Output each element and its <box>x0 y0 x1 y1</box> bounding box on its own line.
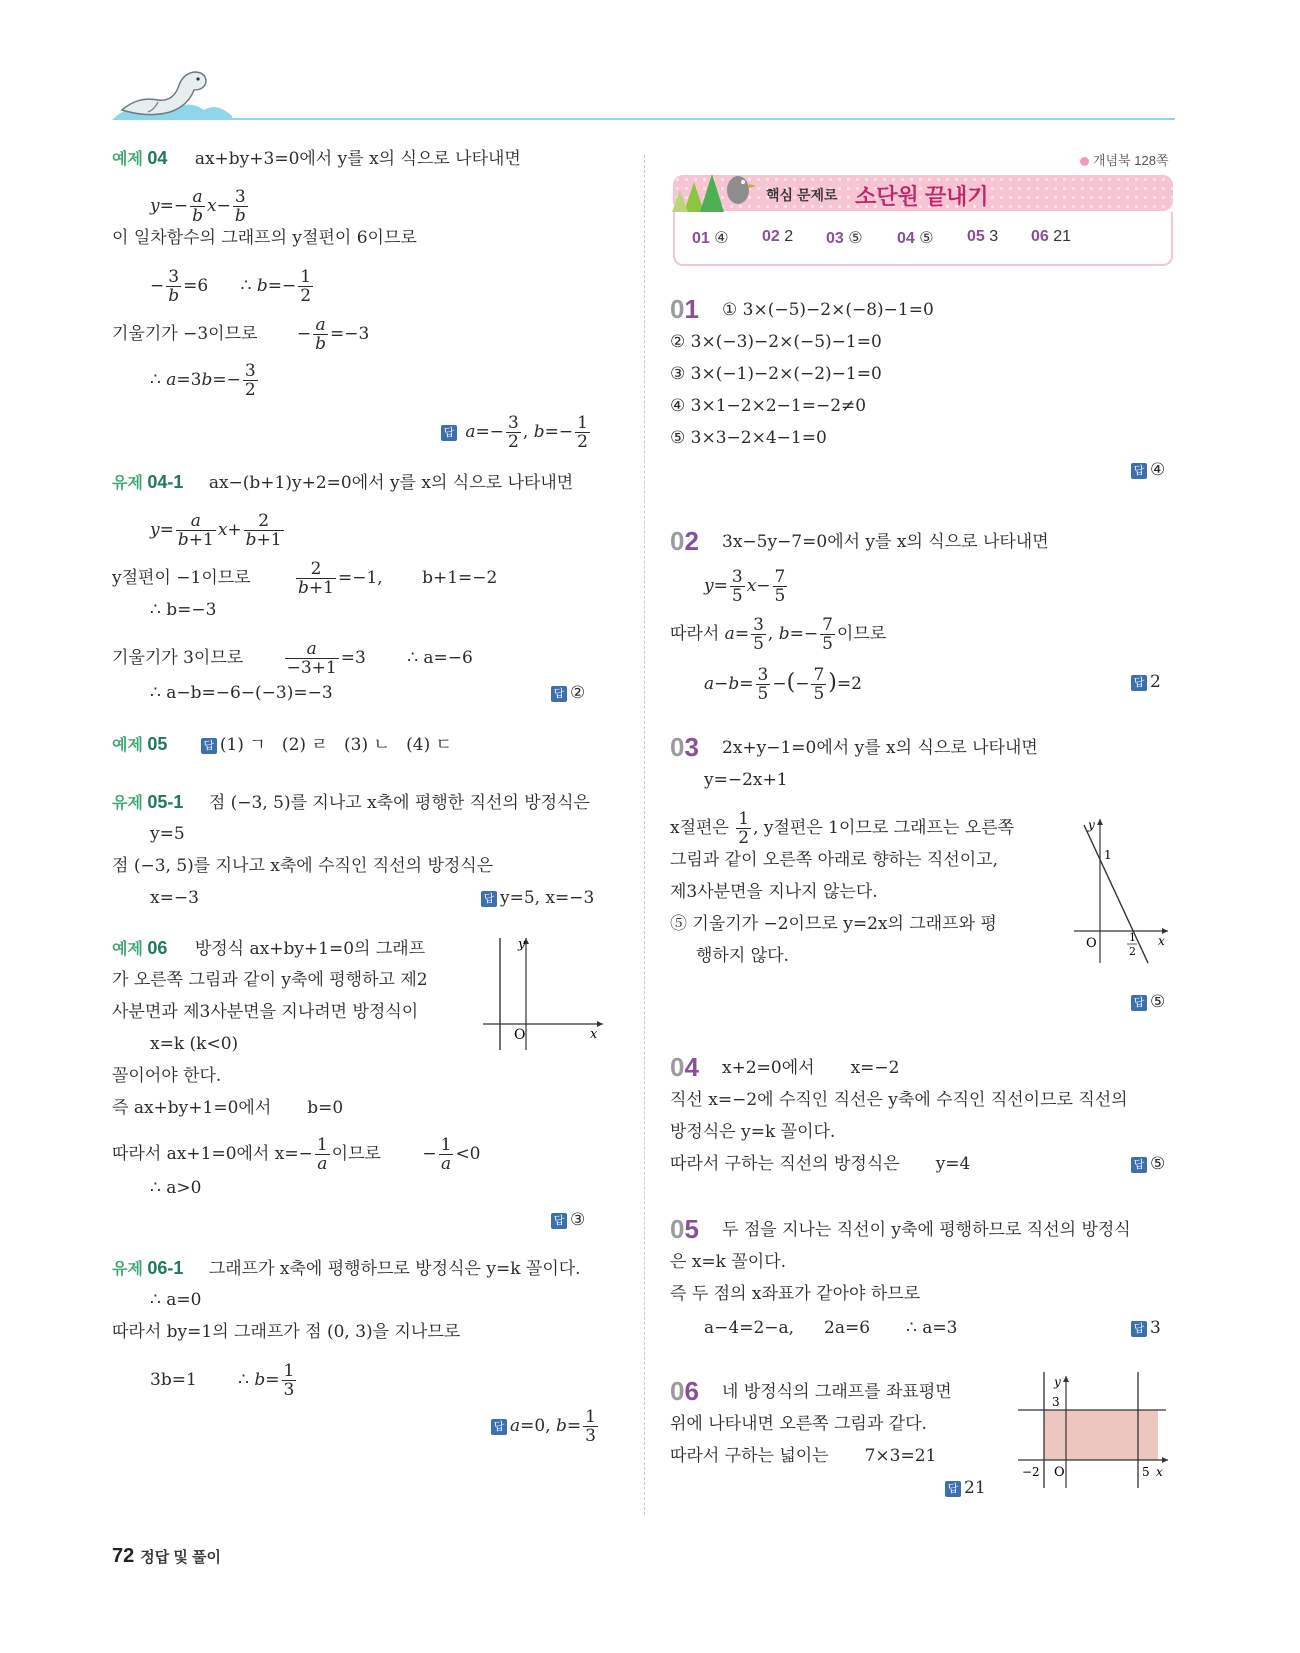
problem-03-line6: ⑤ 기울기가 −2이므로 y=2x의 그래프와 평 <box>670 914 997 934</box>
problem-03-graph <box>1070 815 1170 965</box>
problem-06-line1: 네 방정식의 그래프를 좌표평면 <box>722 1382 952 1402</box>
ex05-heading <box>112 732 452 758</box>
problem-04-line2: 직선 x=−2에 수직인 직선은 y축에 수직인 직선이므로 직선의 <box>670 1090 1128 1110</box>
problem-05-line3: 즉 두 점의 x좌표가 같아야 하므로 <box>670 1284 921 1304</box>
ex04-eq3: ∴ a=3b=− $\frac{3}{2}$ <box>150 361 256 400</box>
answer-badge-icon: 답 <box>1131 675 1147 691</box>
u051-line4: x=−3 <box>150 888 199 908</box>
ex05-answer: (1) ㄱ (2) ㄹ (3) ㄴ (4) ㄷ <box>219 735 453 755</box>
problem-04-line3: 방정식은 y=k 꼴이다. <box>670 1122 836 1142</box>
problem-01-answer: 답 ④ <box>1131 458 1165 482</box>
answer-badge-icon: 답 <box>1131 463 1147 479</box>
ex04-answer: 답 a=− $\frac{3}{2}$ , b=− $\frac{1}{2}$ <box>441 414 592 451</box>
ex06-label: 예제 06 <box>112 938 168 958</box>
u041-eq1: y= $\frac{a}{b+1}$ x+ $\frac{2}{b+1}$ <box>150 511 282 550</box>
answer-badge-icon: 답 <box>491 1419 507 1435</box>
problem-03-number: 03 <box>670 732 699 762</box>
answer-badge-icon: 답 <box>441 425 457 441</box>
problem-05-answer: 답 3 <box>1131 1316 1161 1340</box>
problem-04-answer: 답 ⑤ <box>1131 1152 1165 1176</box>
problem-01-line1: ① 3×(−5)−2×(−8)−1=0 <box>722 300 934 320</box>
problem-01-line5: ⑤ 3×3−2×4−1=0 <box>670 428 827 448</box>
ex04-line1: ax+by+3=0에서 y를 x의 식으로 나타내면 <box>194 149 521 169</box>
u051-line2: y=5 <box>150 824 185 844</box>
u061-line3: 따라서 by=1의 그래프가 점 (0, 3)을 지나므로 <box>112 1322 461 1342</box>
svg-text:x: x <box>1156 1465 1163 1479</box>
page-number: 72 <box>112 1545 135 1567</box>
problem-06-graph <box>1018 1372 1170 1490</box>
svg-text:1: 1 <box>1129 931 1136 944</box>
ex06-line2: 가 오른쪽 그림과 같이 y축에 평행하고 제2 <box>112 970 428 990</box>
u051-answer: 답 y=5, x=−3 <box>481 886 594 910</box>
ex04-label: 예제 04 <box>112 148 168 168</box>
page-title: 정답 및 풀이 <box>140 1549 222 1566</box>
ex06-graph <box>478 930 608 1055</box>
summary-answer-04: 04 ⑤ <box>897 230 934 247</box>
problem-03-line1: 2x+y−1=0에서 y를 x의 식으로 나타내면 <box>722 738 1038 758</box>
answer-badge-icon: 답 <box>945 1481 961 1497</box>
svg-text:5: 5 <box>1142 1465 1150 1479</box>
problem-01-line3: ③ 3×(−1)−2×(−2)−1=0 <box>670 364 882 384</box>
answer-badge-icon: 답 <box>201 738 217 754</box>
problem-02-line2: 따라서 a= $\frac{3}{5}$ , b=− $\frac{7}{5}$ 이므로 <box>670 615 887 654</box>
svg-text:x: x <box>1158 934 1165 948</box>
u041-line3: ∴ b=−3 <box>150 600 217 620</box>
ex06-line8: ∴ a>0 <box>150 1178 202 1198</box>
problem-04-number: 04 <box>670 1052 699 1082</box>
u041-label: 유제 04-1 <box>112 472 184 492</box>
ex06-line5: 꼴이어야 한다. <box>112 1066 222 1086</box>
problem-06-line2: 위에 나타내면 오른쪽 그림과 같다. <box>670 1414 927 1434</box>
u051-line1: 점 (−3, 5)를 지나고 x축에 평행한 직선의 방정식은 <box>208 793 590 813</box>
u041-heading <box>112 470 573 496</box>
problem-02-answer: 답 2 <box>1131 670 1161 694</box>
problem-02-eq2: a−b= $\frac{3}{5}$ −(− $\frac{7}{5}$ )=2 <box>704 665 862 704</box>
problem-05-number: 05 <box>670 1214 699 1244</box>
summary-answer-02: 02 2 <box>762 228 794 245</box>
svg-text:y: y <box>518 937 526 952</box>
svg-text:2: 2 <box>1129 945 1136 958</box>
ex06-line7: 따라서 ax+1=0에서 x=− $\frac{1}{a}$ 이므로 − $\frac{1}{a}$ <0 <box>112 1135 481 1174</box>
svg-text:1: 1 <box>1104 848 1112 862</box>
u051-heading <box>112 790 590 816</box>
summary-subtitle: 핵심 문제로 <box>766 187 838 203</box>
answer-badge-icon: 답 <box>481 891 497 907</box>
ex06-line3: 사분면과 제3사분면을 지나려면 방정식이 <box>112 1002 419 1022</box>
u041-line1: ax−(b+1)y+2=0에서 y를 x의 식으로 나타내면 <box>208 473 574 493</box>
ex04-line2: 이 일차함수의 그래프의 y절편이 6이므로 <box>112 228 417 248</box>
u051-label: 유제 05-1 <box>112 792 184 812</box>
summary-answer-06: 06 21 <box>1031 228 1072 245</box>
problem-03-line3: x절편은 $\frac{1}{2}$ , y절편은 1이므로 그래프는 오른쪽 <box>670 809 1015 848</box>
u061-line4: 3b=1 ∴ b= $\frac{1}{3}$ <box>150 1361 295 1400</box>
u051-line3: 점 (−3, 5)를 지나고 x축에 수직인 직선의 방정식은 <box>112 856 494 876</box>
concept-book-reference: 개념북 128쪽 <box>1080 150 1169 169</box>
ex04-heading <box>112 146 521 172</box>
header-rule <box>175 118 1175 120</box>
u061-heading <box>112 1256 581 1282</box>
u061-line1: 그래프가 x축에 평행하므로 방정식은 y=k 꼴이다. <box>208 1259 581 1279</box>
u061-label: 유제 06-1 <box>112 1258 184 1278</box>
problem-05-line2: 은 x=k 꼴이다. <box>670 1252 787 1272</box>
problem-01-line4: ④ 3×1−2×2−1=−2≠0 <box>670 396 867 416</box>
problem-03-line7: 행하지 않다. <box>696 946 789 966</box>
ex04-eq2: − $\frac{3}{b}$ =6 ∴ b=− $\frac{1}{2}$ <box>150 267 312 306</box>
u041-answer: 답 ② <box>551 681 585 705</box>
ex06-line4: x=k (k<0) <box>150 1034 239 1054</box>
answer-badge-icon: 답 <box>1131 1321 1147 1337</box>
svg-text:O: O <box>1086 936 1097 951</box>
u041-line5: ∴ a−b=−6−(−3)=−3 <box>150 683 333 703</box>
u041-line2: y절편이 −1이므로 $\frac{2}{b+1}$ =−1, b+1=−2 <box>112 559 498 598</box>
problem-02-line1: 3x−5y−7=0에서 y를 x의 식으로 나타내면 <box>722 532 1049 552</box>
svg-text:O: O <box>1054 1465 1065 1480</box>
ex06-line6: 즉 ax+by+1=0에서 b=0 <box>112 1098 344 1118</box>
problem-04-line4: 따라서 구하는 직선의 방정식은 y=4 <box>670 1154 971 1174</box>
problem-02-eq1: y= $\frac{3}{5}$ x− $\frac{7}{5}$ <box>704 567 786 606</box>
problem-06-number: 06 <box>670 1376 699 1406</box>
problem-05-line4: a−4=2−a, 2a=6 ∴ a=3 <box>704 1318 958 1338</box>
reference-dot-icon <box>1080 157 1089 166</box>
u061-answer: 답 a=0, b= $\frac{1}{3}$ <box>491 1408 600 1445</box>
answer-badge-icon: 답 <box>1131 1157 1147 1173</box>
summary-answer-05: 05 3 <box>967 228 999 245</box>
svg-text:O: O <box>514 1027 526 1043</box>
answer-badge-icon: 답 <box>551 1213 567 1229</box>
problem-03-line2: y=−2x+1 <box>704 770 788 790</box>
problem-03-answer: 답 ⑤ <box>1131 990 1165 1014</box>
ex06-line1: 방정식 ax+by+1=0의 그래프 <box>194 939 426 959</box>
svg-text:y: y <box>1088 818 1095 832</box>
ex04-eq1: y=− $\frac{a}{b}$ x− $\frac{3}{b}$ <box>150 187 246 226</box>
svg-text:y: y <box>1054 1375 1061 1389</box>
answer-badge-icon: 답 <box>1131 995 1147 1011</box>
problem-06-line3: 따라서 구하는 넓이는 7×3=21 <box>670 1446 937 1466</box>
problem-02-number: 02 <box>670 526 699 556</box>
answer-badge-icon: 답 <box>551 686 567 702</box>
problem-01-number: 01 <box>670 294 699 324</box>
problem-03-line5: 제3사분면을 지나지 않는다. <box>670 882 878 902</box>
ex06-answer: 답 ③ <box>551 1208 585 1232</box>
ex05-label: 예제 05 <box>112 734 168 754</box>
column-divider <box>644 155 645 1515</box>
problem-05-line1: 두 점을 지나는 직선이 y축에 평행하므로 직선의 방정식 <box>722 1220 1131 1240</box>
tree-bird-icon <box>670 160 760 216</box>
problem-04-line1: x+2=0에서 x=−2 <box>722 1058 900 1078</box>
u061-line2: ∴ a=0 <box>150 1290 202 1310</box>
svg-text:x: x <box>590 1027 598 1042</box>
page-footer <box>112 1545 221 1568</box>
u041-line4: 기울기가 3이므로 $\frac{a}{-3+1}$ =3 ∴ a=−6 <box>112 639 473 678</box>
ex04-line3: 기울기가 −3이므로 − $\frac{a}{b}$ =−3 <box>112 315 370 354</box>
summary-title: 소단원 끝내기 <box>855 184 989 209</box>
svg-text:−2: −2 <box>1022 1465 1040 1479</box>
problem-03-line4: 그림과 같이 오른쪽 아래로 향하는 직선이고, <box>670 850 999 870</box>
problem-06-answer: 답 21 <box>945 1476 986 1500</box>
seal-icon <box>118 66 210 118</box>
problem-01-line2: ② 3×(−3)−2×(−5)−1=0 <box>670 332 882 352</box>
svg-text:3: 3 <box>1052 1395 1060 1409</box>
summary-answer-01: 01 ④ <box>692 230 729 247</box>
summary-answer-03: 03 ⑤ <box>826 230 863 247</box>
ex06-heading <box>112 936 425 962</box>
